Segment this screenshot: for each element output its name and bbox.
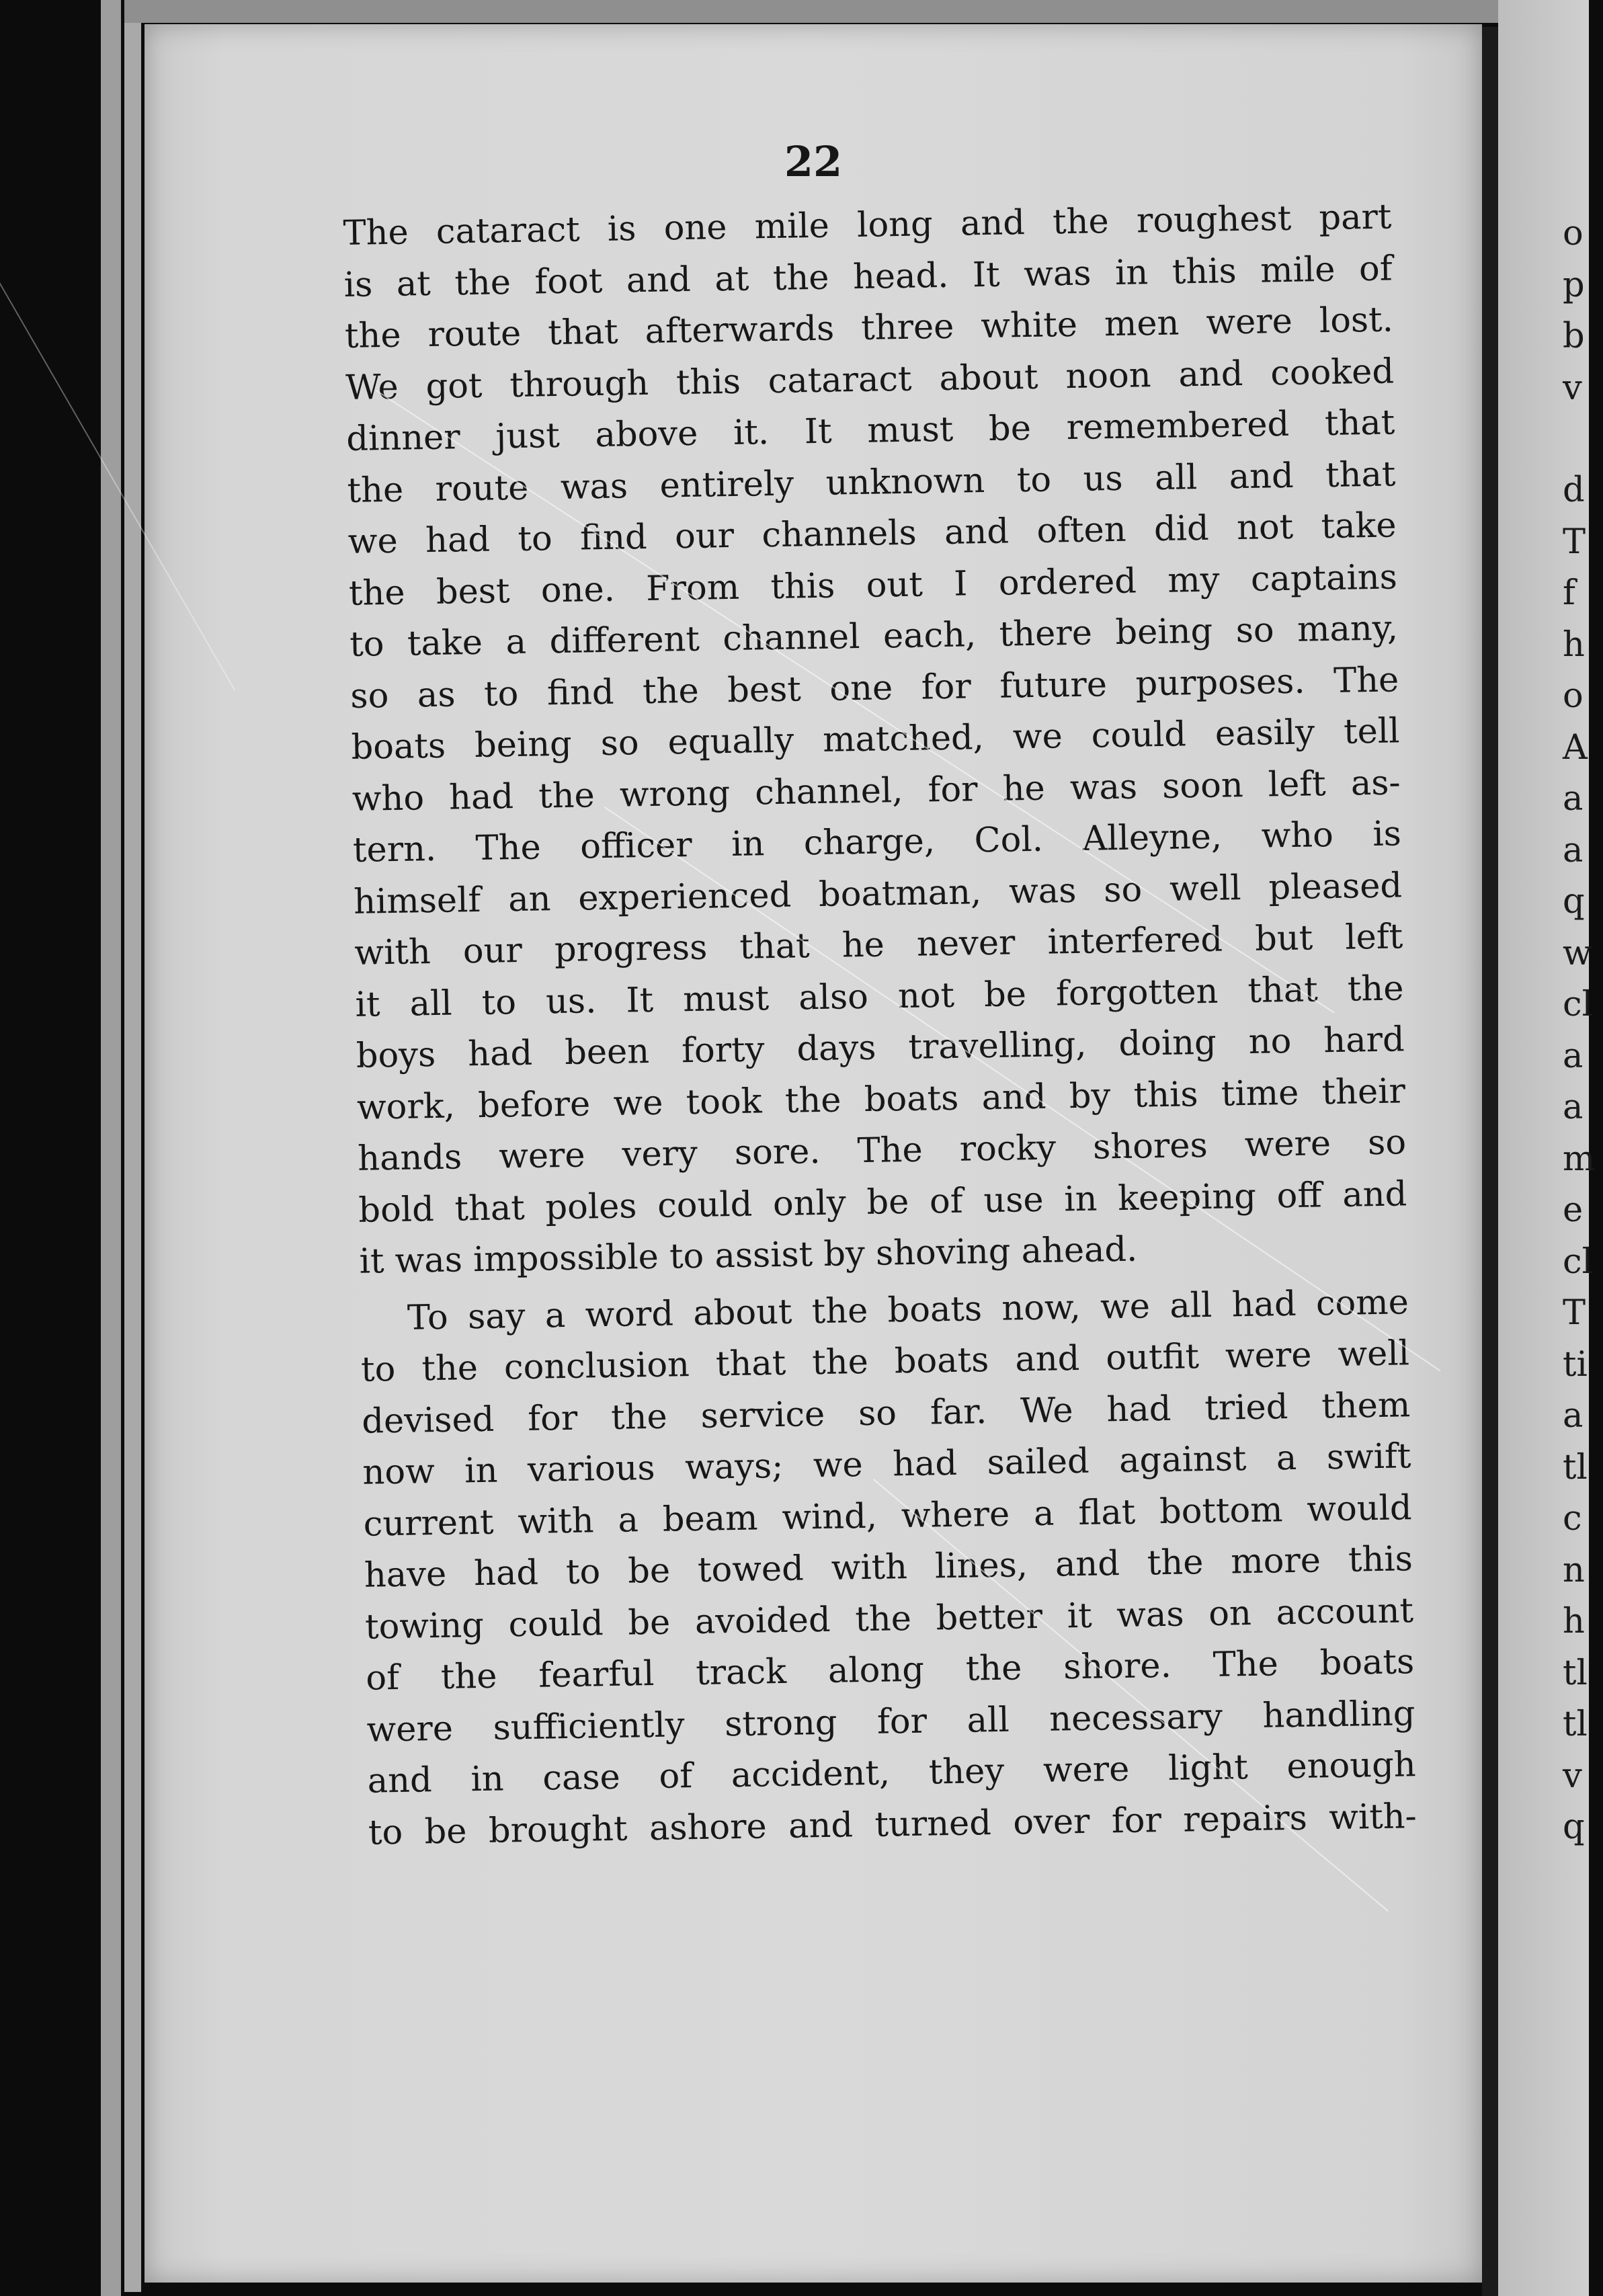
facing-page-fragment: m (1563, 1139, 1596, 1179)
facing-page-fragment: v (1563, 1756, 1582, 1796)
text-line: to the conclusion that the boats and outfit were well (360, 1334, 1410, 1390)
text-line: who had the wrong channel, for he was soon left as- (352, 762, 1401, 819)
text-line: of the fearful track along the shore. The boats (365, 1642, 1415, 1698)
facing-page-fragment: n (1563, 1550, 1585, 1590)
facing-page-fragment: c (1563, 1499, 1582, 1539)
text-line: himself an experienced boatman, was so well pleased (353, 865, 1403, 922)
page-edge-left-inner (124, 13, 141, 2292)
text-line: To say a word about the boats now, we all had come (407, 1282, 1409, 1338)
facing-page-fragment: T (1563, 1293, 1586, 1333)
text-line: so as to find the best one for future purposes. The (350, 659, 1399, 716)
text-line: boys had been forty days travelling, doing no hard (356, 1020, 1405, 1076)
text-line: to be brought ashore and turned over for repairs with- (368, 1796, 1417, 1853)
text-line: towing could be avoided the better it was on account (364, 1590, 1414, 1647)
facing-page-fragment: o (1563, 214, 1584, 253)
facing-page-fragment: q (1563, 1807, 1585, 1847)
facing-page-fragment: ti (1563, 1344, 1588, 1385)
text-line: hands were very sore. The rocky shores were so (357, 1122, 1407, 1179)
facing-page-fragment: cl (1563, 1241, 1593, 1282)
facing-page-fragment: e (1563, 1190, 1584, 1230)
facing-page-fragment: a (1563, 1036, 1584, 1076)
facing-page-fragment: h (1563, 1602, 1585, 1641)
text-line: it was impossible to assist by shoving ahead. (359, 1229, 1138, 1282)
text-line: and in case of accident, they were light enough (367, 1745, 1417, 1801)
page-text (343, 192, 1417, 1858)
facing-page-fragment: T (1563, 522, 1586, 562)
facing-page-fragment: f (1563, 573, 1575, 613)
facing-page-fragment: a (1563, 779, 1584, 819)
facing-page-fragment: a (1563, 830, 1584, 870)
gutter-line (1482, 27, 1498, 2296)
facing-page-fragment: tl (1563, 1705, 1588, 1744)
text-line: tern. The officer in charge, Col. Alleyne, who is (352, 814, 1402, 870)
text-line: have had to be towed with lines, and the more this (364, 1539, 1413, 1596)
facing-page-fragment: b (1563, 317, 1585, 356)
facing-page-fragment: a (1563, 1396, 1584, 1436)
facing-page-fragment: h (1563, 624, 1585, 665)
text-line: it all to us. It must also not be forgotten that the (355, 968, 1404, 1025)
text-line: were sufficiently strong for all necessary handling (366, 1693, 1415, 1750)
facing-page-fragment: w (1563, 933, 1592, 973)
facing-page-fragment: tl (1563, 1653, 1588, 1693)
text-line: we had to find our channels and often did not take (347, 505, 1397, 562)
text-line: the route that afterwards three white men were lost. (344, 300, 1394, 356)
text-line: We got through this cataract about noon and cooked (345, 351, 1395, 408)
facing-page-fragment: A (1563, 727, 1588, 768)
text-line: now in various ways; we had sailed against a swift (362, 1436, 1411, 1493)
facing-page-fragment: q (1563, 882, 1585, 921)
text-line: the best one. From this out I ordered my captains (348, 557, 1398, 614)
facing-page-fragment: d (1563, 470, 1585, 510)
facing-page-fragment: tl (1563, 1447, 1588, 1487)
facing-page-fragment: p (1563, 265, 1585, 305)
facing-page-fragment: o (1563, 676, 1584, 716)
text-line: to take a different channel each, there being so many, (349, 608, 1399, 665)
text-line: The cataract is one mile long and the roughest part (343, 197, 1392, 253)
page-number: 22 (784, 137, 843, 186)
facing-page-fragment: a (1563, 1088, 1584, 1127)
text-line: bold that poles could only be of use in keeping off and (358, 1174, 1407, 1231)
page-edge-top (124, 0, 1498, 23)
page-edge-left (101, 0, 121, 2296)
text-line: boats being so equally matched, we could easily tell (351, 711, 1400, 768)
facing-page-fragment: v (1563, 368, 1582, 408)
text-line: dinner just above it. It must be remembered that (345, 403, 1395, 459)
text-line: work, before we took the boats and by this time their (356, 1071, 1406, 1128)
facing-page-fragment: cl (1563, 985, 1593, 1024)
text-line: the route was entirely unknown to us all and that (347, 454, 1396, 511)
text-line: devised for the service so far. We had tried them (361, 1385, 1411, 1442)
facing-page-text (1563, 208, 1603, 1854)
text-line: is at the foot and at the head. It was in this mile of (343, 248, 1393, 305)
text-line: current with a beam wind, where a flat bottom would (363, 1487, 1413, 1545)
text-line: with our progress that he never interfered but left (354, 917, 1403, 973)
